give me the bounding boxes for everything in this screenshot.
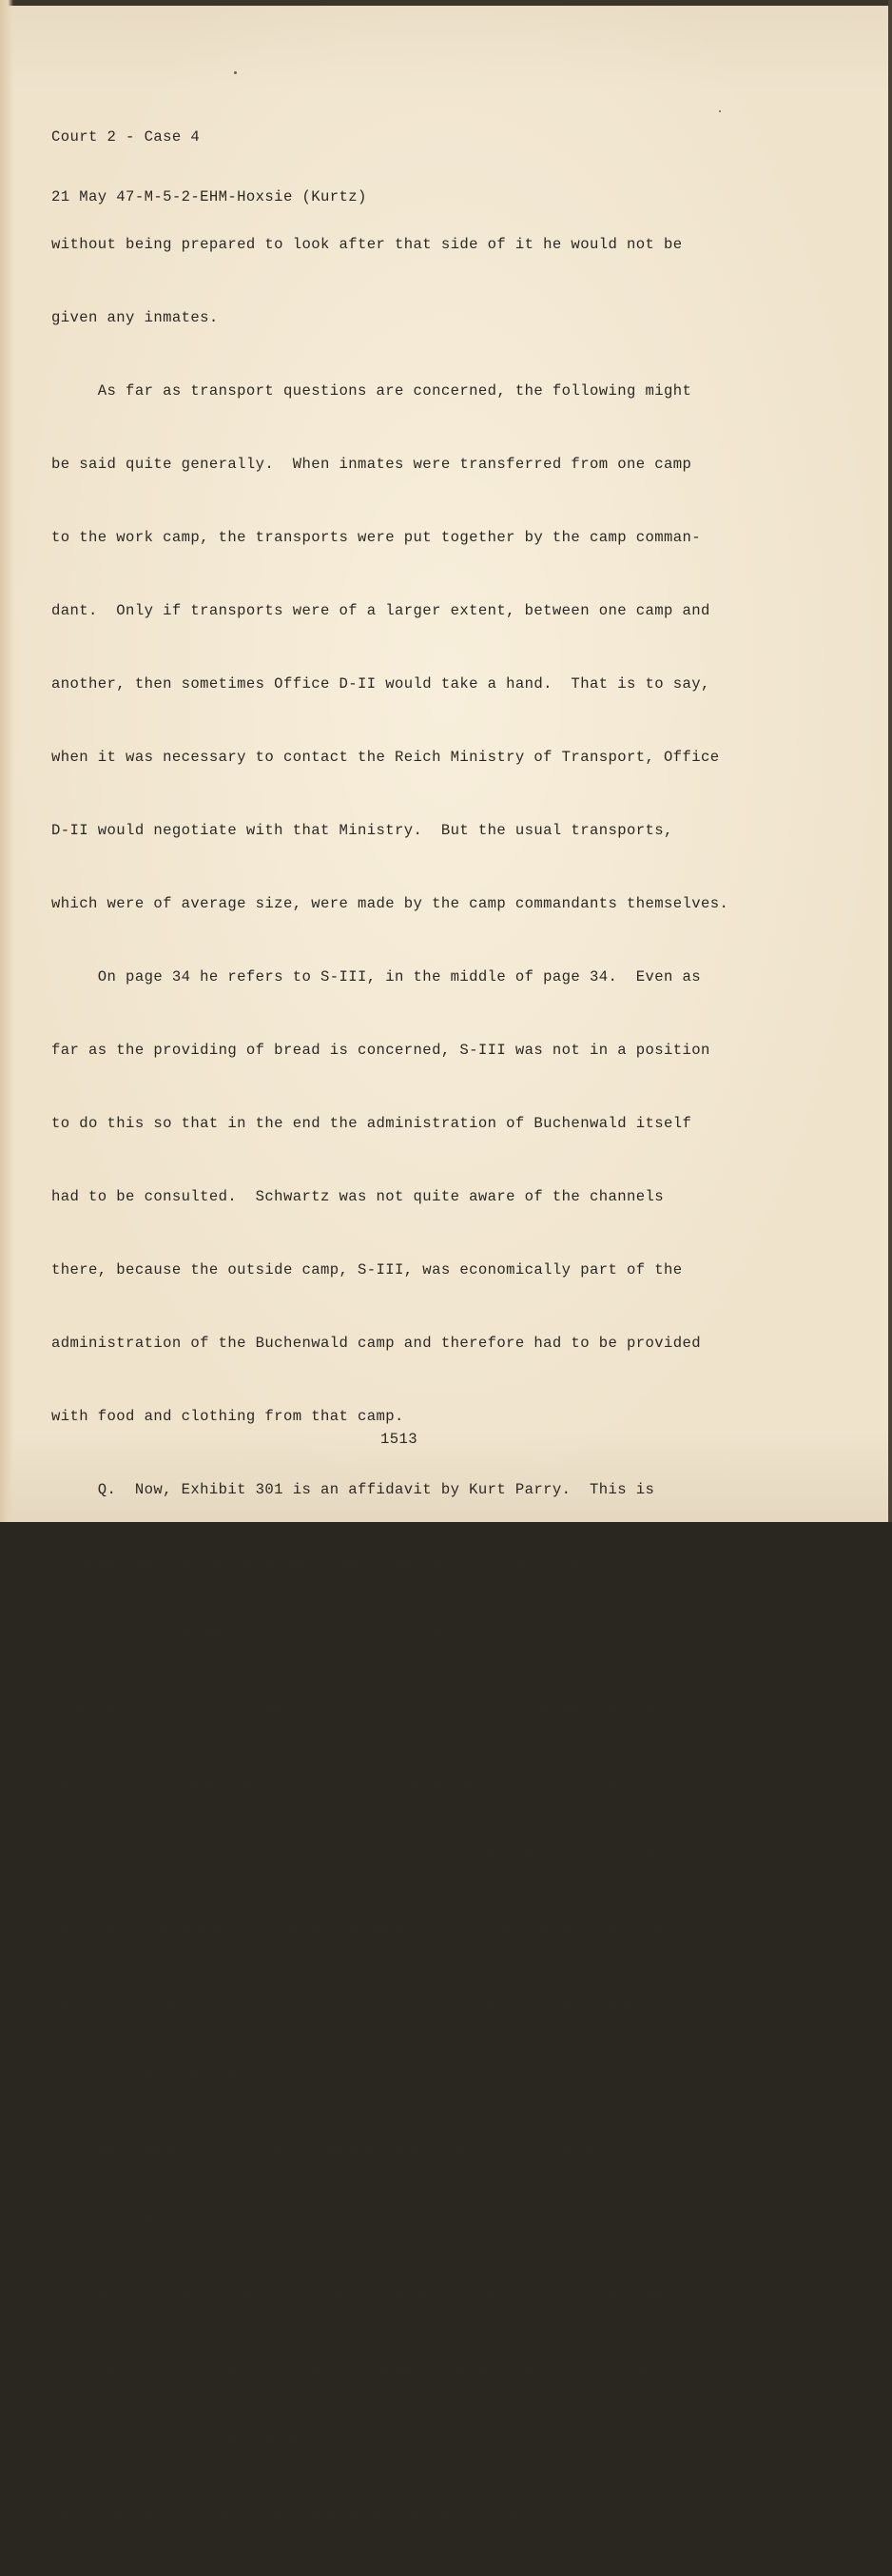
transcript-line: cally to the point that you desire to have discussed it would be bbox=[51, 1774, 646, 1791]
transcript-line: D-II would negotiate with that Ministry. But the usual transports, bbox=[51, 822, 673, 839]
transcript-line: rect, witness? This is on page 5 of the German text. bbox=[51, 2507, 544, 2524]
transcript-line: to the work camp, the transports were put together by the camp comman- bbox=[51, 529, 702, 546]
transcript-line: DR. SEIDL: I will put specific questions to the witness. bbox=[51, 2140, 627, 2157]
transcript-line: which were of average size, were made by the camp commandants themselves. bbox=[51, 895, 729, 912]
transcript-line: be said quite generally. When inmates were transferred from one camp bbox=[51, 456, 692, 473]
transcript-body bbox=[51, 198, 728, 2576]
transcript-line: with food and clothing from that camp. bbox=[51, 1408, 404, 1425]
transcript-line: to do this so that in the end the administration of Buchenwald itself bbox=[51, 1115, 692, 1132]
transcript-line: On page 34 he refers to S-III, in the middle of page 34. Even as bbox=[51, 968, 702, 986]
transcript-line: administration of the Buchenwald camp and therefore had to be provided bbox=[51, 1335, 702, 1352]
transcript-line: Q. Now, Exhibit 301 is an affidavit by Kurt Parry. This is bbox=[51, 1481, 655, 1498]
transcript-line: there, because the outside camp, S-III, was economically part of the bbox=[51, 1261, 683, 1278]
transcript-line: BY DR. SEIDL: bbox=[51, 2214, 172, 2231]
transcript-line: special forms, or were addressed to the camp commander. Is that cor- bbox=[51, 2433, 692, 2450]
transcript-line: without being prepared to look after that side of it he would not be bbox=[51, 236, 683, 253]
transcript-line: applications for the allocation of inmates were made by the firms on bbox=[51, 2360, 683, 2377]
paper-speck bbox=[719, 110, 721, 112]
transcript-line: another, then sometimes Office D-II would take a hand. That is to say, bbox=[51, 675, 710, 693]
scan-top-border bbox=[0, 0, 892, 6]
transcript-line: JUDGE MUSMANNO: Dr. Seidl, may I offer a suggestion, that in the bbox=[51, 1628, 692, 1645]
transcript-line: examination of your witness if you could direct his attention specifi- bbox=[51, 1701, 702, 1718]
transcript-line: Q. In Exhibit 301 it is asserted among other things, on page 3, bbox=[51, 2287, 692, 2304]
scan-right-border bbox=[888, 0, 892, 1522]
transcript-line: As far as transport questions are concerned, the following might bbox=[51, 382, 692, 400]
transcript-line: given any inmates. bbox=[51, 309, 219, 326]
transcript-line: had to be consulted. Schwartz was not quite aware of the channels bbox=[51, 1188, 665, 1205]
paper-speck bbox=[234, 71, 237, 74]
transcript-line: more satisfactorily all the way around, rather than merely to invite bbox=[51, 1921, 683, 1938]
transcript-line: Document NI-310, Document Book 11, page 31 of the English book. bbox=[51, 1554, 636, 1571]
transcript-line: dant. Only if transports were of a larger extent, between one camp and bbox=[51, 602, 710, 619]
paper-left-edge bbox=[0, 0, 13, 1522]
transcript-line: his comment generally on a document. Let's have a specific question, bbox=[51, 1994, 692, 2011]
transcript-line: when it was necessary to contact the Reich Ministry of Transport, Office bbox=[51, 749, 720, 766]
header-date-reference: 21 May 47-M-5-2-EHM-Hoxsie (Kurtz) bbox=[51, 188, 367, 205]
page-number: 1513 bbox=[380, 1431, 418, 1448]
transcript-line: easier to follow you, and I think you would cover the ground much bbox=[51, 1847, 655, 1864]
transcript-line: far as the providing of bread is concerned, S-III was not in a position bbox=[51, 1042, 710, 1059]
transcript-line: answer, question, answer. bbox=[51, 2067, 283, 2084]
header-court-case: Court 2 - Case 4 bbox=[51, 128, 201, 146]
